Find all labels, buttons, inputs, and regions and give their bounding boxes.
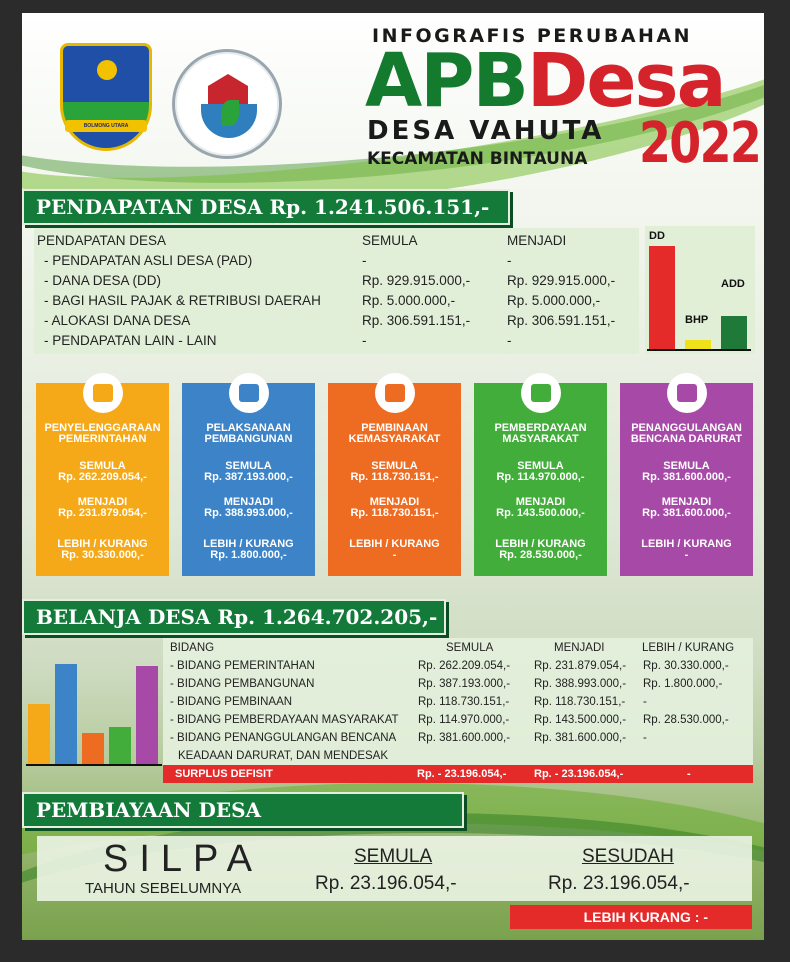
card-menjadi-value: Rp. 388.993.000,-	[204, 507, 293, 519]
chart-label-add: ADD	[721, 278, 745, 290]
chart-label-bhp: BHP	[685, 314, 709, 326]
meeting-icon	[375, 373, 415, 413]
belanja-banner: BELANJA DESA Rp. 1.264.702.205,-	[22, 599, 446, 635]
card-semula-label: SEMULA	[79, 460, 126, 472]
card-menjadi-label: MENJADI	[369, 496, 420, 508]
card-menjadi-label: MENJADI	[223, 496, 274, 508]
card-semula-value: Rp. 118.730.151,-	[350, 471, 439, 483]
bidang-card	[36, 383, 169, 576]
belanja-row-menjadi: Rp. 381.600.000,-	[534, 732, 627, 744]
belanja-row-semula: Rp. 387.193.000,-	[418, 678, 511, 690]
chart-axis	[26, 764, 162, 766]
belanja-row-menjadi: Rp. 143.500.000,-	[534, 714, 627, 726]
infographic-page	[22, 13, 764, 940]
card-semula-value: Rp. 262.209.054,-	[58, 471, 147, 483]
emblem-ribbon: BOLMONG UTARA	[65, 120, 147, 132]
surplus-menjadi: Rp. - 23.196.054,-	[534, 768, 624, 780]
belanja-row-menjadi: Rp. 118.730.151,-	[534, 696, 626, 708]
surplus-label: SURPLUS DEFISIT	[175, 768, 273, 780]
silpa-label: SILPA	[103, 838, 263, 880]
pendapatan-row-semula: Rp. 929.915.000,-	[362, 273, 471, 288]
belanja-row-label: - BIDANG PEMBANGUNAN	[170, 678, 315, 690]
pendapatan-row-menjadi: Rp. 306.591.151,-	[507, 313, 616, 328]
col-semula: SEMULA	[446, 642, 494, 654]
bidang-row-cont: KEADAAN DARURAT, DAN MENDESAK	[178, 750, 389, 762]
card-menjadi-label: MENJADI	[77, 496, 128, 508]
pendapatan-row-label: - PENDAPATAN ASLI DESA (PAD)	[44, 253, 253, 268]
regency-emblem-logo	[60, 43, 152, 151]
pendapatan-row-label: - DANA DESA (DD)	[44, 273, 162, 288]
chart-axis	[647, 349, 751, 351]
card-title: PENYELENGGARAAN PEMERINTAHAN	[44, 422, 161, 445]
card-lk-value: Rp. 28.530.000,-	[499, 549, 582, 561]
belanja-row-menjadi: Rp. 231.879.054,-	[534, 660, 627, 672]
kecamatan-name: KECAMATAN BINTAUNA	[367, 149, 588, 169]
pendapatan-row-menjadi: -	[507, 253, 512, 268]
desa-name: DESA VAHUTA	[367, 116, 605, 146]
card-lk-label: LEBIH / KURANG	[641, 538, 732, 550]
pendapatan-header: PENDAPATAN DESA	[37, 233, 167, 248]
silpa-sub: TAHUN SEBELUMNYA	[85, 880, 242, 897]
silpa-box	[37, 836, 752, 901]
belanja-row-menjadi: Rp. 388.993.000,-	[534, 678, 627, 690]
belanja-chart-bar	[82, 733, 104, 764]
card-title: PENANGGULANGAN BENCANA DARURAT	[630, 422, 743, 445]
bidang-card	[620, 383, 753, 576]
card-semula-label: SEMULA	[517, 460, 564, 472]
surplus-semula: Rp. - 23.196.054,-	[417, 768, 507, 780]
card-menjadi-value: Rp. 231.879.054,-	[58, 507, 147, 519]
belanja-row-semula: Rp. 118.730.151,-	[418, 696, 510, 708]
belanja-row-lk: -	[643, 732, 647, 744]
chart-label-dd: DD	[649, 230, 665, 242]
year-label: 2022	[639, 111, 761, 176]
sesudah-value: Rp. 23.196.054,-	[548, 873, 690, 894]
ministry-logo	[172, 49, 282, 159]
belanja-chart-bar	[55, 664, 77, 764]
pendapatan-row-label: - BAGI HASIL PAJAK & RETRIBUSI DAERAH	[44, 293, 321, 308]
government-building-icon	[83, 373, 123, 413]
surplus-defisit-row	[163, 765, 753, 783]
pendapatan-row-semula: -	[362, 333, 367, 348]
card-menjadi-value: Rp. 143.500.000,-	[496, 507, 585, 519]
apbdesa-title: APBDesa	[365, 38, 725, 124]
belanja-row-lk: Rp. 30.330.000,-	[643, 660, 729, 672]
pendapatan-banner: PENDAPATAN DESA Rp. 1.241.506.151,-	[22, 189, 510, 225]
card-menjadi-value: Rp. 118.730.151,-	[350, 507, 439, 519]
belanja-row-label: - BIDANG PEMBINAAN	[170, 696, 293, 708]
pendapatan-row-semula: Rp. 5.000.000,-	[362, 293, 456, 308]
people-circle-icon	[521, 373, 561, 413]
disaster-icon	[667, 373, 707, 413]
card-semula-label: SEMULA	[225, 460, 272, 472]
card-semula-value: Rp. 114.970.000,-	[496, 471, 585, 483]
pendapatan-chart	[645, 226, 755, 354]
card-title: PELAKSANAAN PEMBANGUNAN	[204, 422, 293, 445]
card-lk-value: -	[392, 549, 397, 561]
col-bidang: BIDANG	[170, 642, 215, 654]
chart-bar-add	[721, 316, 747, 350]
card-semula-label: SEMULA	[371, 460, 418, 472]
excavator-icon	[229, 373, 269, 413]
card-title: PEMBERDAYAAN MASYARAKAT	[494, 422, 587, 445]
belanja-row-lk: Rp. 28.530.000,-	[643, 714, 729, 726]
lebih-kurang-badge: LEBIH KURANG : -	[510, 905, 752, 929]
belanja-row-lk: Rp. 1.800.000,-	[643, 678, 723, 690]
col-menjadi: MENJADI	[507, 233, 567, 248]
sesudah-label: SESUDAH	[582, 846, 674, 867]
card-lk-label: LEBIH / KURANG	[203, 538, 294, 550]
bidang-card	[328, 383, 461, 576]
belanja-chart-bar	[28, 704, 50, 764]
sun-icon	[97, 60, 117, 80]
belanja-chart-bar	[109, 727, 131, 764]
card-lk-value: -	[684, 549, 689, 561]
card-title: PEMBINAAN KEMASYARAKAT	[348, 422, 441, 445]
surplus-lk: -	[687, 768, 691, 780]
belanja-row-lk: -	[643, 696, 647, 708]
infografis-title: INFOGRAFIS PERUBAHAN	[372, 25, 693, 47]
pendapatan-row-semula: -	[362, 253, 367, 268]
pendapatan-row-label: - PENDAPATAN LAIN - LAIN	[44, 333, 217, 348]
col-lebih-kurang: LEBIH / KURANG	[642, 642, 735, 654]
card-menjadi-label: MENJADI	[661, 496, 712, 508]
belanja-row-label: - BIDANG PEMBERDAYAAN MASYARAKAT	[170, 714, 399, 726]
pendapatan-row-menjadi: Rp. 5.000.000,-	[507, 293, 601, 308]
belanja-row-label: - BIDANG PENANGGULANGAN BENCANA	[170, 732, 397, 744]
leaf-icon	[221, 100, 239, 126]
card-lk-label: LEBIH / KURANG	[349, 538, 440, 550]
pendapatan-row-label: - ALOKASI DANA DESA	[44, 313, 191, 328]
belanja-chart-bar	[136, 666, 158, 764]
card-menjadi-value: Rp. 381.600.000,-	[642, 507, 731, 519]
semula-value: Rp. 23.196.054,-	[315, 873, 457, 894]
belanja-chart	[26, 654, 162, 768]
belanja-row-semula: Rp. 381.600.000,-	[418, 732, 511, 744]
card-semula-value: Rp. 381.600.000,-	[642, 471, 731, 483]
belanja-row-semula: Rp. 262.209.054,-	[418, 660, 511, 672]
col-semula: SEMULA	[362, 233, 418, 248]
pembiayaan-banner: PEMBIAYAAN DESA	[22, 792, 464, 828]
pendapatan-row-menjadi: -	[507, 333, 512, 348]
card-semula-label: SEMULA	[663, 460, 710, 472]
col-menjadi: MENJADI	[554, 642, 605, 654]
card-lk-value: Rp. 1.800.000,-	[210, 549, 287, 561]
card-lk-label: LEBIH / KURANG	[57, 538, 148, 550]
card-semula-value: Rp. 387.193.000,-	[204, 471, 293, 483]
pendapatan-row-menjadi: Rp. 929.915.000,-	[507, 273, 616, 288]
belanja-row-semula: Rp. 114.970.000,-	[418, 714, 510, 726]
bidang-card	[182, 383, 315, 576]
belanja-row-label: - BIDANG PEMERINTAHAN	[170, 660, 315, 672]
semula-label: SEMULA	[354, 846, 433, 867]
bidang-card	[474, 383, 607, 576]
card-menjadi-label: MENJADI	[515, 496, 566, 508]
card-lk-label: LEBIH / KURANG	[495, 538, 586, 550]
chart-bar-dd	[649, 246, 675, 350]
card-lk-value: Rp. 30.330.000,-	[61, 549, 144, 561]
pendapatan-row-semula: Rp. 306.591.151,-	[362, 313, 471, 328]
